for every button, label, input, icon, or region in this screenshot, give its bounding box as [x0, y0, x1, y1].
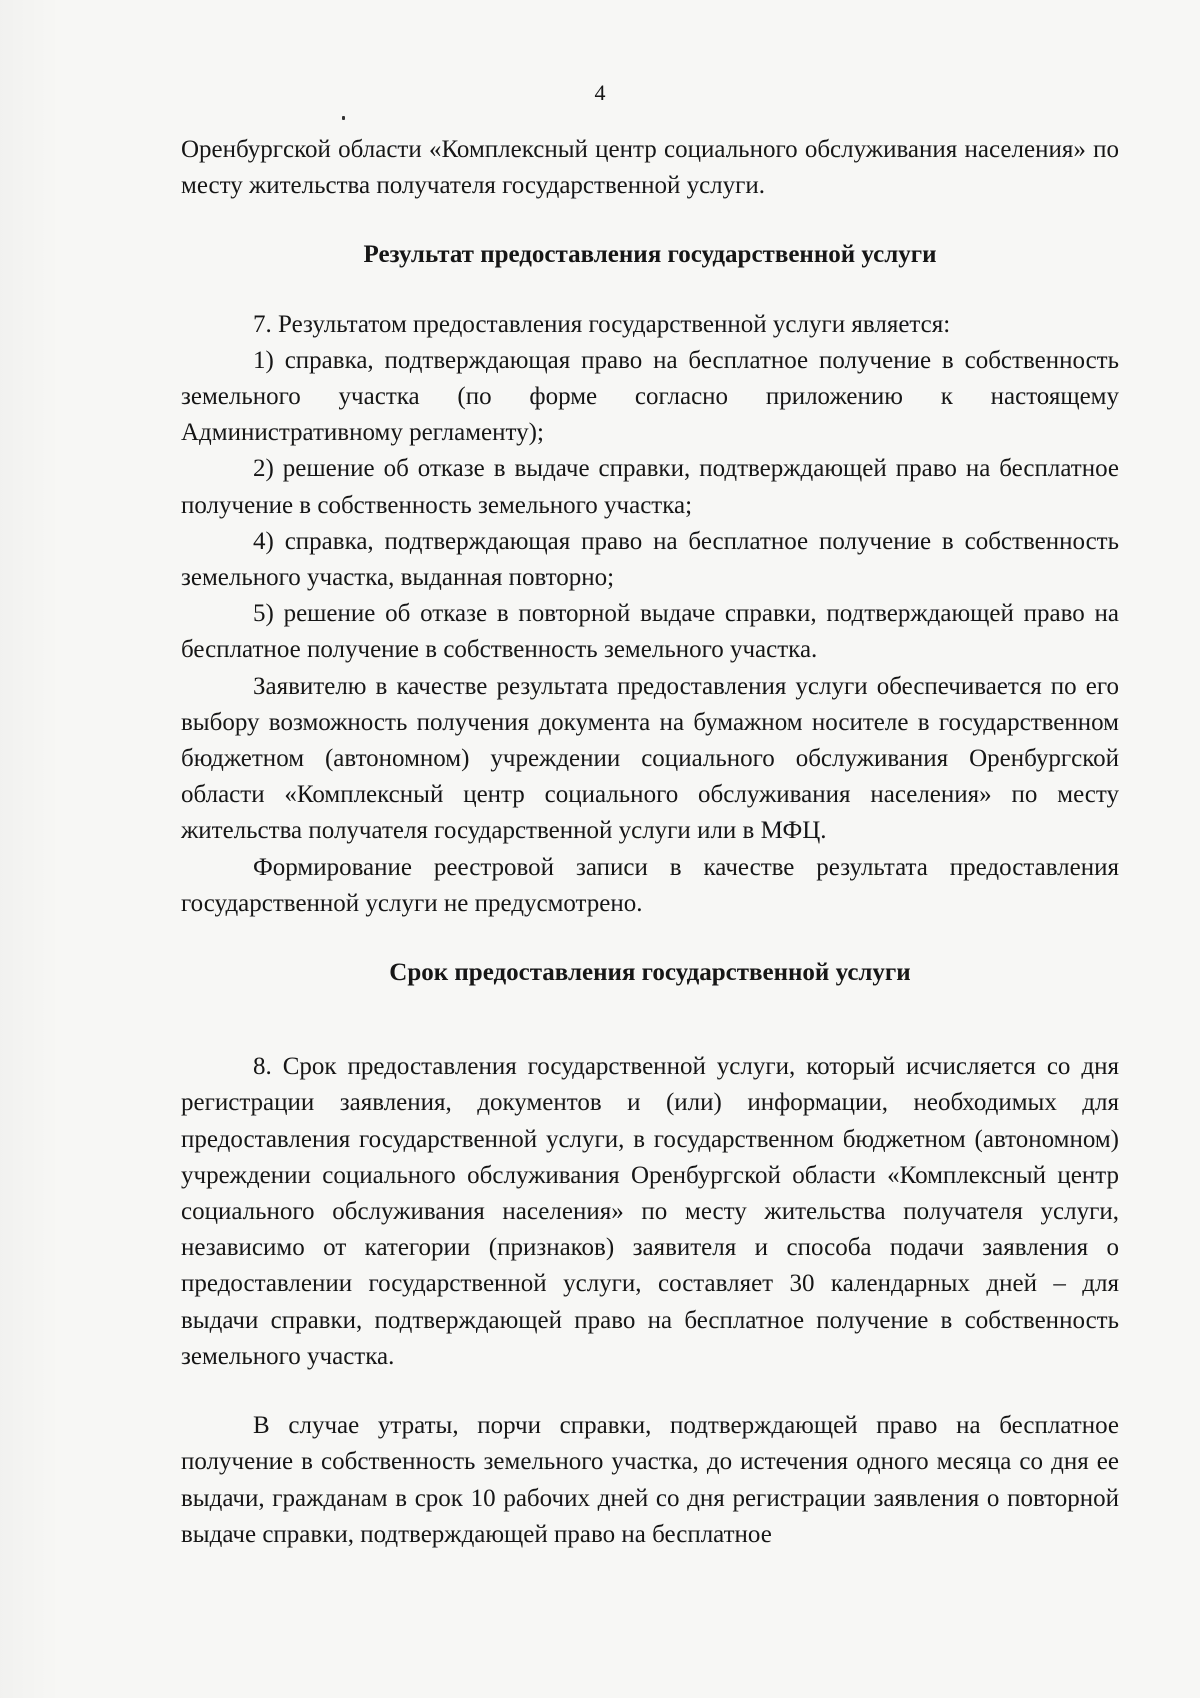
- section-heading-result: Результат предоставления государственной услуги: [363, 241, 937, 269]
- document-body: [181, 132, 1119, 1553]
- spacer: [181, 922, 1119, 955]
- registry-paragraph: Формирование реестровой записи в качестве результата предоставления государственной услуги не предусмотрено.: [181, 853, 1119, 917]
- spacer: [181, 204, 1119, 237]
- spacer: [181, 274, 1119, 307]
- list-item-2: 2) решение об отказе в выдаче справки, подтверждающей право на бесплатное получение в собственность земельного участка;: [181, 455, 1119, 519]
- list-item-1: 1) справка, подтверждающая право на бесплатное получение в собственность земельного участка (по форме согласно приложению к настоящему Административному регламенту);: [181, 346, 1119, 447]
- page-number: 4: [594, 80, 606, 105]
- section-heading-term: Срок предоставления государственной услуги: [389, 959, 911, 987]
- paragraph-8: 8. Срок предоставления государственной услуги, который исчисляется со дня регистрации заявления, документов и (или) информации, необходимых для предоставления государственной услуги, в государственном бюджетном (автономном) учреждении социального обслуживания Оренбургской области «Комплексный центр социального обслуживания населения» по месту жительства получателя услуги, независимо от категории (признаков) заявителя и способа подачи заявления о предоставлении государственной услуги, составляет 30 календарных дней – для выдачи справки, подтверждающей право на бесплатное получение в собственность земельного участка.: [181, 1053, 1119, 1370]
- loss-paragraph: В случае утраты, порчи справки, подтверждающей право на бесплатное получение в собственность земельного участка, до истечения одного месяца со дня ее выдачи, гражданам в срок 10 рабочих дней со дня регистрации заявления о повторной выдаче справки, подтверждающей право на бесплатное: [181, 1412, 1119, 1548]
- spacer: [181, 991, 1119, 1049]
- spacer: [181, 1375, 1119, 1408]
- applicant-paragraph: Заявителю в качестве результата предоставления услуги обеспечивается по его выбору возможность получения документа на бумажном носителе в государственном бюджетном (автономном) учреждении социального обслуживания Оренбургской области «Комплексный центр социального обслуживания населения» по месту жительства получателя государственной услуги или в МФЦ.: [181, 672, 1119, 845]
- intro-paragraph: Оренбургской области «Комплексный центр социального обслуживания населения» по месту жительства получателя государственной услуги.: [181, 136, 1119, 200]
- list-item-5: 5) решение об отказе в повторной выдаче справки, подтверждающей право на бесплатное получение в собственность земельного участка.: [181, 600, 1119, 664]
- paragraph-7-intro: 7. Результатом предоставления государственной услуги является:: [253, 310, 951, 338]
- scan-speck: [342, 116, 345, 120]
- list-item-4: 4) справка, подтверждающая право на бесплатное получение в собственность земельного участка, выданная повторно;: [181, 527, 1119, 592]
